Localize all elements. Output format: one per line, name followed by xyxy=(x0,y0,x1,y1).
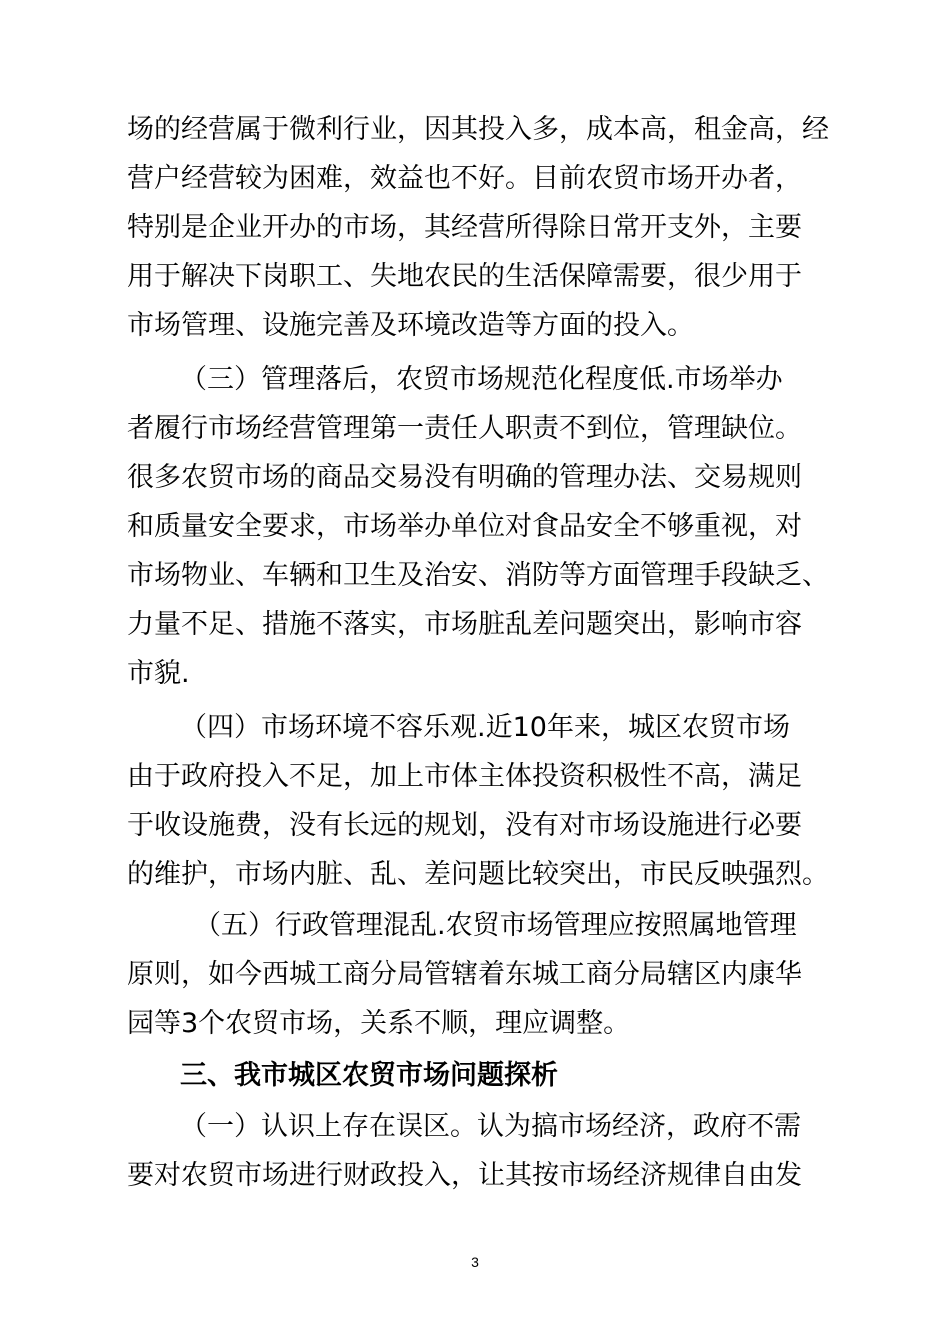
text-line: 的维护，市场内脏、乱、差问题比较突出，市民反映强烈。 xyxy=(127,859,829,890)
text-line: 要对农贸市场进行财政投入，让其按市场经济规律自由发 xyxy=(127,1160,802,1191)
paragraph-heading-5: （五）行政管理混乱.农贸市场管理应按照属地管理 xyxy=(194,910,797,941)
text-line: 市场物业、车辆和卫生及治安、消防等方面管理手段缺乏、 xyxy=(127,560,829,591)
text-line: 营户经营较为困难，效益也不好。目前农贸市场开办者， xyxy=(127,163,802,194)
text-line: 用于解决下岗职工、失地农民的生活保障需要，很少用于 xyxy=(127,261,802,292)
text-line: 市貌. xyxy=(127,658,190,689)
text-line: 者履行市场经营管理第一责任人职责不到位，管理缺位。 xyxy=(127,413,802,444)
text-line: 和质量安全要求，市场举办单位对食品安全不够重视，对 xyxy=(127,511,802,542)
text-line: 于收设施费，没有长远的规划，没有对市场设施进行必要 xyxy=(127,810,802,841)
text-line: 特别是企业开办的市场，其经营所得除日常开支外，主要 xyxy=(127,212,802,243)
paragraph-heading-4: （四）市场环境不容乐观.近10年来，城区农贸市场 xyxy=(180,712,790,743)
text-line: 由于政府投入不足，加上市体主体投资积极性不高，满足 xyxy=(127,761,802,792)
text-line: 市场管理、设施完善及环境改造等方面的投入。 xyxy=(127,310,694,341)
text-line: 园等3个农贸市场，关系不顺，理应调整。 xyxy=(127,1008,631,1039)
paragraph-heading-3: （三）管理落后，农贸市场规范化程度低.市场举办 xyxy=(180,364,783,395)
text-line: 力量不足、措施不落实，市场脏乱差问题突出，影响市容 xyxy=(127,609,802,640)
page-number: 3 xyxy=(471,1254,479,1270)
text-line: 原则，如今西城工商分局管辖着东城工商分局辖区内康华 xyxy=(127,959,802,990)
section-heading: 三、我市城区农贸市场问题探析 xyxy=(180,1060,558,1091)
paragraph-heading-1: （一）认识上存在误区。认为搞市场经济，政府不需 xyxy=(180,1111,801,1142)
text-line: 很多农贸市场的商品交易没有明确的管理办法、交易规则 xyxy=(127,462,802,493)
text-line: 场的经营属于微利行业，因其投入多，成本高，租金高，经 xyxy=(127,114,829,145)
